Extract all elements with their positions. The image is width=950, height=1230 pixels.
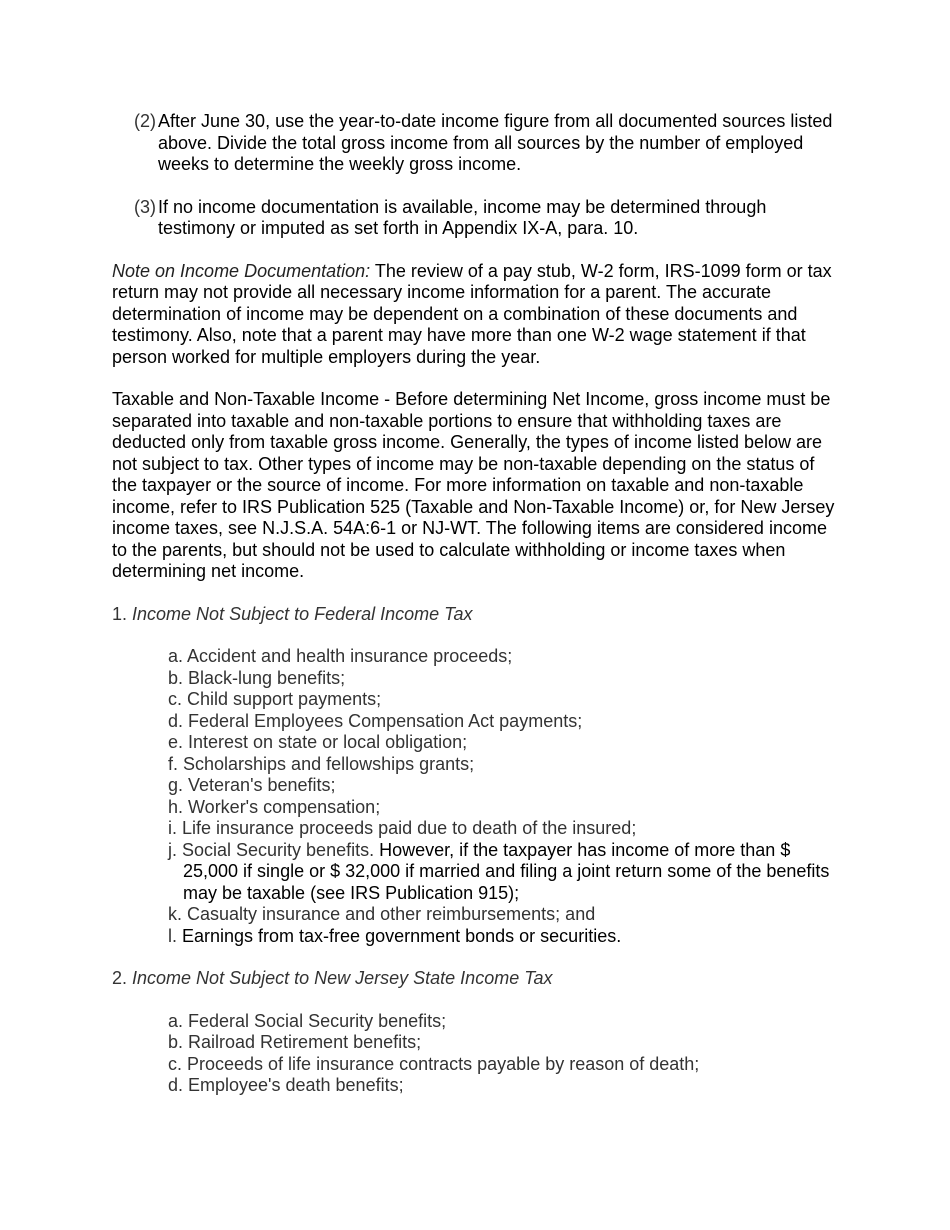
item-lead: l.	[168, 925, 177, 946]
item-rest: Earnings from tax-free government bonds or securities.	[177, 925, 622, 946]
list-item: d. Federal Employees Compensation Act payments;	[168, 710, 583, 731]
paragraph-text: If no income documentation is available, income may be determined through testimony or imputed as set forth in Appendix IX-A, para. 10.	[158, 196, 767, 238]
list-item: c. Proceeds of life insurance contracts payable by reason of death;	[168, 1053, 700, 1074]
list-item: h. Worker's compensation;	[168, 796, 381, 817]
list-item: a. Accident and health insurance proceeds;	[168, 646, 513, 666]
federal-income-list	[112, 646, 842, 947]
list-item: f. Scholarships and fellowships grants;	[168, 753, 475, 774]
list-item	[168, 926, 842, 948]
paragraph-number: (3)	[134, 196, 156, 217]
list-item	[168, 840, 842, 905]
note-label: Note on Income Documentation:	[112, 260, 371, 281]
list-item: b. Railroad Retirement benefits;	[168, 1032, 422, 1052]
list-item: e. Interest on state or local obligation;	[168, 732, 468, 752]
income-documentation-note	[112, 261, 842, 369]
list-item: a. Federal Social Security benefits;	[168, 1010, 447, 1031]
taxable-income-paragraph: Taxable and Non-Taxable Income - Before determining Net Income, gross income must be separated into taxable and non-taxable portions to ensure that withholding taxes are deducted only from taxable gross income. Generally, the types of income listed below are not subject to tax. Other types of income may be non-taxable depending on the status of the taxpayer or the source of income. For more information on taxable and non-taxable income, refer to IRS Publication 525 (Taxable and Non-Taxable Income) or, for New Jersey income taxes, see N.J.S.A. 54A:6-1 or NJ-WT. The following items are considered income to the parents, but should not be used to calculate withholding or income taxes when determining net income.	[112, 389, 835, 581]
section-title: Income Not Subject to Federal Income Tax	[132, 603, 473, 624]
item-lead: j. Social Security benefits.	[168, 839, 375, 860]
numbered-paragraph-2	[134, 111, 842, 176]
section-title: Income Not Subject to New Jersey State Income Tax	[132, 968, 553, 988]
list-item: k. Casualty insurance and other reimbursements; and	[168, 904, 596, 924]
section-number: 2.	[112, 968, 128, 988]
note-text: The review of a pay stub, W-2 form, IRS-1099 form or tax return may not provide all necessary income information for a parent. The accurate determination of income may be dependent on a combination of these documents and testimony. Also, note that a parent may have more than one W-2 wage statement if that person worked for multiple employers during the year.	[112, 260, 832, 367]
list-item: i. Life insurance proceeds paid due to death of the insured;	[168, 818, 637, 838]
numbered-paragraph-3	[134, 197, 842, 240]
item-rest: However, if the taxpayer has income of more than $ 25,000 if single or $ 32,000 if married and filing a joint return some of the benefits may be taxable (see IRS Publication 915);	[183, 839, 830, 903]
document-page	[112, 111, 842, 1118]
paragraph-text: After June 30, use the year-to-date income figure from all documented sources listed above. Divide the total gross income from all sources by the number of employed weeks to determine the weekly gross income.	[158, 111, 833, 174]
list-item: d. Employee's death benefits;	[168, 1075, 404, 1095]
list-item: c. Child support payments;	[168, 689, 382, 709]
list-item: g. Veteran's benefits;	[168, 775, 336, 795]
nj-income-list	[112, 1011, 842, 1097]
list-item: b. Black-lung benefits;	[168, 667, 346, 688]
paragraph-number: (2)	[134, 111, 156, 131]
section-heading-new-jersey	[112, 968, 842, 990]
section-heading-federal	[112, 604, 842, 626]
section-number: 1.	[112, 603, 128, 624]
